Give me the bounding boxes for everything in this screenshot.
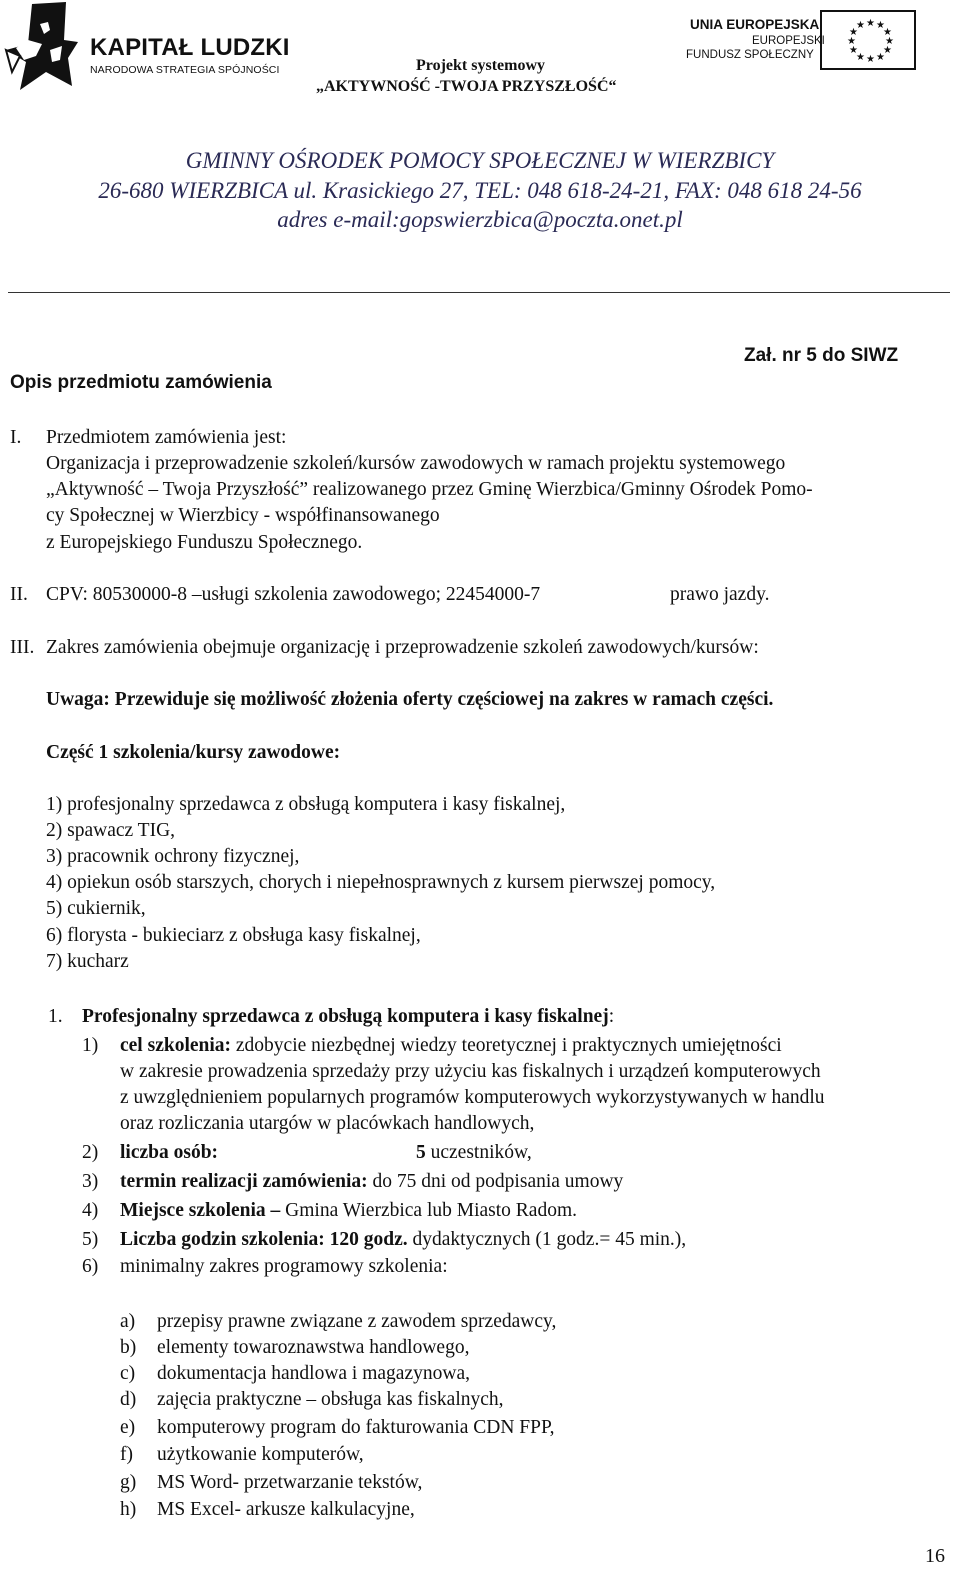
section-1-line: Przedmiotem zamówienia jest:: [46, 427, 287, 448]
eu-logo-line2: EUROPEJSKI: [752, 35, 825, 47]
part-1-list-item: 1) profesjonalny sprzedawca z obsługą komputera i kasy fiskalnej,: [46, 794, 566, 815]
part-1-list-item: 7) kucharz: [46, 951, 129, 972]
term-text: do 75 dni od podpisania umowy: [367, 1171, 624, 1192]
eu-logo-line3: FUNDUSZ SPOŁECZNY: [686, 49, 814, 61]
persons-value: 5: [416, 1142, 426, 1163]
eu-flag-icon: [820, 10, 916, 70]
svg-text:★: ★: [866, 54, 875, 65]
section-2-text-b: prawo jazdy.: [670, 584, 770, 605]
svg-text:★: ★: [883, 27, 892, 38]
scope-letter: b): [120, 1337, 137, 1358]
sub-6-number: 6): [82, 1256, 99, 1277]
part-1-list-item: 5) cukiernik,: [46, 898, 146, 919]
scope-letter: c): [120, 1363, 136, 1384]
header-divider: [8, 292, 950, 293]
scope-item: dokumentacja handlowa i magazynowa,: [157, 1363, 470, 1384]
scope-item: użytkowanie komputerów,: [157, 1444, 364, 1465]
scope-letter: d): [120, 1389, 137, 1410]
partial-offer-note: Uwaga: Przewiduje się możliwość złożenia oferty częściowej na zakres w ramach części.: [46, 689, 774, 710]
eu-logo-line1: UNIA EUROPEJSKA: [690, 17, 820, 32]
scope-letter: h): [120, 1499, 137, 1520]
item-1-colon: :: [608, 1006, 615, 1027]
term-label: termin realizacji zamówienia:: [120, 1171, 368, 1192]
hours-text: dydaktycznych (1 godz.= 45 min.),: [407, 1229, 687, 1250]
svg-text:★: ★: [876, 20, 885, 31]
svg-text:★: ★: [849, 45, 858, 56]
kapital-ludzki-emblem-icon: [2, 0, 86, 92]
sub-3-term: [120, 1171, 623, 1193]
logo-title: KAPITAŁ LUDZKI: [90, 34, 290, 61]
attachment-label: Zał. nr 5 do SIWZ: [744, 345, 899, 366]
logo-subtitle: NARODOWA STRATEGIA SPÓJNOŚCI: [90, 64, 280, 76]
sub-4-number: 4): [82, 1200, 99, 1221]
scope-letter: f): [120, 1444, 133, 1465]
item-1-title: Profesjonalny sprzedawca z obsługą komputera i kasy fiskalnej: [82, 1006, 609, 1027]
svg-text:★: ★: [856, 52, 865, 63]
sub-1-goal: [120, 1035, 782, 1057]
goal-label: cel szkolenia:: [120, 1035, 232, 1056]
svg-text:★: ★: [876, 52, 885, 63]
page-number: 16: [925, 1545, 945, 1567]
svg-text:★: ★: [849, 27, 858, 38]
institution-name: GMINNY OŚRODEK POMOCY SPOŁECZNEJ W WIERZBICY: [185, 148, 775, 173]
scope-letter: e): [120, 1417, 136, 1438]
goal-line: z uwzględnieniem popularnych programów komputerowych wykorzystywanych w handlu: [120, 1087, 825, 1108]
scope-item: przepisy prawne związane z zawodem sprzedawcy,: [157, 1311, 557, 1332]
persons-label: liczba osób:: [120, 1142, 219, 1163]
section-1-line: cy Społecznej w Wierzbicy - współfinansowanego: [46, 505, 440, 526]
section-3-text: Zakres zamówienia obejmuje organizację i przeprowadzenie szkoleń zawodowych/kursów:: [46, 637, 759, 658]
part-1-list-item: 4) opiekun osób starszych, chorych i niepełnosprawnych z kursem pierwszej pomocy,: [46, 872, 716, 893]
svg-text:★: ★: [856, 20, 865, 31]
document-title: Opis przedmiotu zamówienia: [10, 372, 272, 393]
scope-item: MS Word- przetwarzanie tekstów,: [157, 1472, 423, 1493]
institution-email: adres e-mail:gopswierzbica@poczta.onet.pl: [277, 207, 683, 232]
part-1-list-item: 6) florysta - bukieciarz z obsługa kasy fiskalnej,: [46, 925, 421, 946]
part-1-title: Część 1 szkolenia/kursy zawodowe:: [46, 742, 341, 763]
section-1-line: z Europejskiego Funduszu Społecznego.: [46, 532, 363, 553]
section-1-line: Organizacja i przeprowadzenie szkoleń/kursów zawodowych w ramach projektu systemowego: [46, 453, 786, 474]
section-1-number: I.: [10, 427, 22, 448]
item-1-heading: [82, 1006, 614, 1028]
scope-item: elementy towaroznawstwa handlowego,: [157, 1337, 470, 1358]
institution-address: 26-680 WIERZBICA ul. Krasickiego 27, TEL: 048 618-24-21, FAX: 048 618 24-56: [98, 178, 862, 203]
svg-text:★: ★: [866, 18, 875, 29]
scope-letter: g): [120, 1472, 137, 1493]
sub-4-place: [120, 1200, 577, 1222]
place-text: Gmina Wierzbica lub Miasto Radom.: [285, 1200, 578, 1221]
project-name: „AKTYWNOŚĆ -TWOJA PRZYSZŁOŚĆ“: [316, 78, 617, 95]
sub-3-number: 3): [82, 1171, 99, 1192]
scope-item: zajęcia praktyczne – obsługa kas fiskalnych,: [157, 1389, 504, 1410]
persons-unit: uczestników,: [425, 1142, 532, 1163]
section-3-number: III.: [10, 637, 35, 658]
svg-text:★: ★: [847, 36, 856, 47]
goal-text: zdobycie niezbędnej wiedzy teoretycznej i praktycznych umiejętności: [231, 1035, 782, 1056]
goal-line: oraz rozliczania utargów w placówkach handlowych,: [120, 1113, 535, 1134]
project-label: Projekt systemowy: [416, 57, 546, 74]
hours-label: Liczba godzin szkolenia: 120 godz.: [120, 1229, 408, 1250]
part-1-list-item: 2) spawacz TIG,: [46, 820, 176, 841]
scope-item: MS Excel- arkusze kalkulacyjne,: [157, 1499, 415, 1520]
goal-line: w zakresie prowadzenia sprzedaży przy użyciu kas fiskalnych i urządzeń komputerowych: [120, 1061, 821, 1082]
scope-letter: a): [120, 1311, 136, 1332]
scope-item: komputerowy program do fakturowania CDN FPP,: [157, 1417, 555, 1438]
part-1-list-item: 3) pracownik ochrony fizycznej,: [46, 846, 300, 867]
sub-5-hours: [120, 1229, 686, 1251]
svg-text:★: ★: [883, 45, 892, 56]
item-1-number: 1.: [48, 1006, 63, 1027]
place-label: Miejsce szkolenia –: [120, 1200, 286, 1221]
sub-2-number: 2): [82, 1142, 99, 1163]
sub-1-number: 1): [82, 1035, 99, 1056]
section-2-number: II.: [10, 584, 28, 605]
persons-count: [416, 1142, 532, 1164]
section-2-text: CPV: 80530000-8 –usługi szkolenia zawodowego; 22454000-7: [46, 584, 541, 605]
section-1-line: „Aktywność – Twoja Przyszłość” realizowanego przez Gminę Wierzbica/Gminny Ośrodek Pomo-: [46, 479, 813, 500]
sub-5-number: 5): [82, 1229, 99, 1250]
scope-intro: minimalny zakres programowy szkolenia:: [120, 1256, 448, 1277]
svg-text:★: ★: [885, 36, 894, 47]
